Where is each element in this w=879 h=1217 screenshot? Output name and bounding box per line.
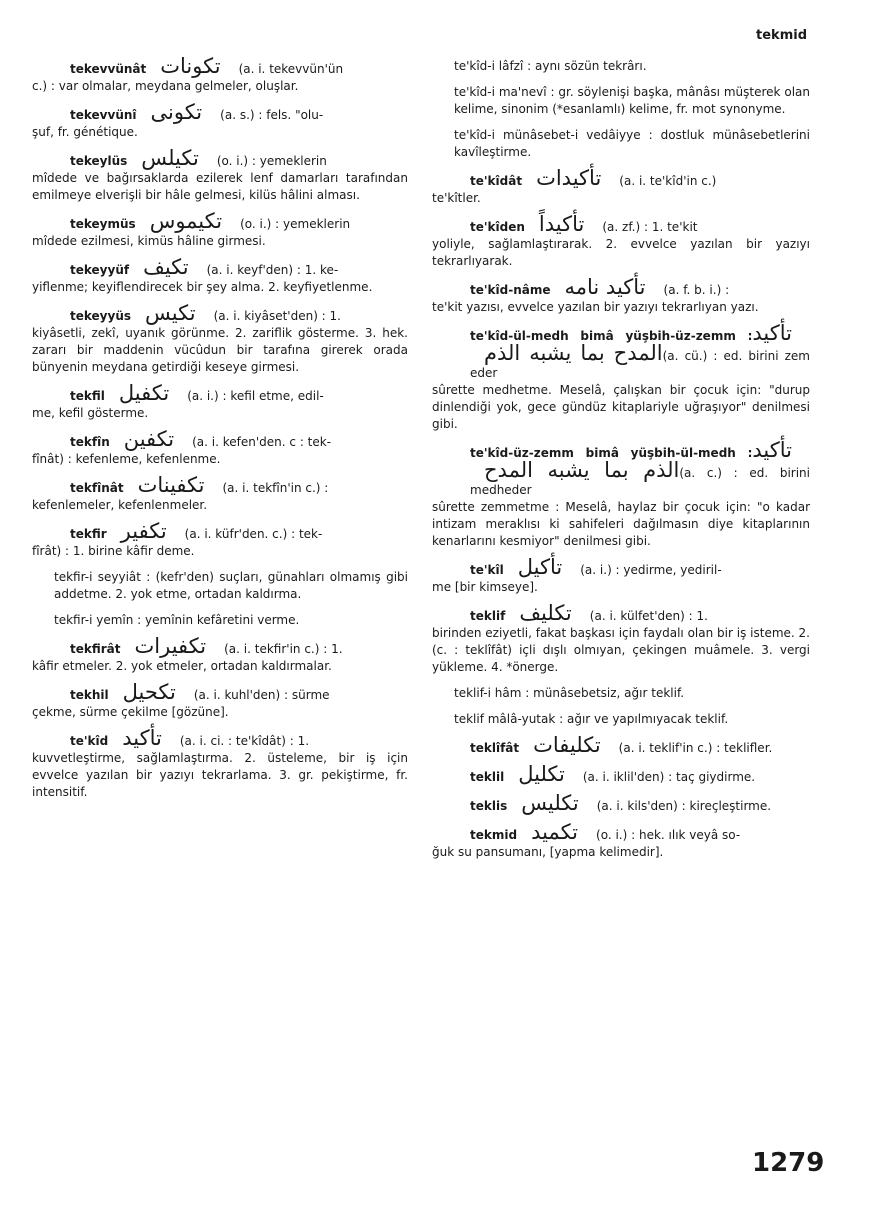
headword: tekevvünî xyxy=(70,108,137,122)
definition-start: (a. i. tekfîn'in c.) : xyxy=(222,481,329,495)
arabic-script: تكفيرات xyxy=(134,634,207,658)
left-column xyxy=(32,54,408,810)
dictionary-entry xyxy=(32,519,408,560)
headword: te'kîl xyxy=(470,563,504,577)
headword: tekfir xyxy=(70,527,107,541)
definition-continued: fîrât) : 1. birine kâfir deme. xyxy=(32,544,195,558)
headword: te'kîdât xyxy=(470,174,523,188)
arabic-script: تكليل xyxy=(518,762,565,786)
definition-start: (a. i.) : yedirme, yediril- xyxy=(580,563,722,577)
dictionary-entry xyxy=(32,726,408,801)
arabic-script: تكليفات xyxy=(533,733,601,757)
headword: tekfirât xyxy=(70,642,121,656)
sub-entry-text: te'kîd-i lâfzî : aynı sözün tekrârı. xyxy=(454,59,647,73)
definition-continued: şuf, fr. génétique. xyxy=(32,125,138,139)
definition-continued: kefenlemeler, kefenlenmeler. xyxy=(32,498,208,512)
sub-entry-text: tekfir-i yemîn : yemînin kefâretini verme. xyxy=(54,613,300,627)
arabic-script: تكيس xyxy=(145,301,196,325)
definition-continued: te'kit yazısı, evvelce yazılan bir yazıyı tekrarlıyan yazı. xyxy=(432,300,759,314)
arabic-script: تأكيد نامه xyxy=(564,275,646,299)
definition-start: (a. i. teklif'in c.) : teklifler. xyxy=(618,741,773,755)
dictionary-entry xyxy=(32,473,408,514)
headword: tekfil xyxy=(70,389,105,403)
arabic-script: تأكيدات xyxy=(536,166,602,190)
dictionary-entry xyxy=(32,301,408,376)
guide-word: tekmid xyxy=(756,28,807,43)
headword: teklis xyxy=(470,799,508,813)
dictionary-entry xyxy=(432,601,810,676)
headword: te'kîden xyxy=(470,220,525,234)
definition-start: (o. i.) : yemeklerin xyxy=(240,217,351,231)
definition-start: (a. i. ci. : te'kîdât) : 1. xyxy=(179,734,310,748)
dictionary-entry xyxy=(432,555,810,596)
arabic-script: تأكيد xyxy=(122,726,162,750)
arabic-script: تكليف xyxy=(519,601,572,625)
headword: te'kîd-üz-zemm bimâ yüşbih-ül-medh : xyxy=(470,446,753,460)
dictionary-entry xyxy=(32,680,408,721)
headword: te'kîd-nâme xyxy=(470,283,551,297)
dictionary-entry xyxy=(432,84,810,118)
arabic-script: تكحيل xyxy=(122,680,176,704)
headword: tekmid xyxy=(470,828,518,842)
definition-continued: yoliyle, sağlamlaştırarak. 2. evvelce yazılan bir yazıyı tekrarlıyarak. xyxy=(432,237,810,268)
definition-start: (a. i. te'kîd'in c.) xyxy=(619,174,717,188)
definition-start: (a. i. iklil'den) : taç giydirme. xyxy=(582,770,756,784)
headword: tekeyyüf xyxy=(70,263,130,277)
dictionary-entry xyxy=(432,733,810,757)
arabic-script: تكليس xyxy=(521,791,579,815)
definition-start: (a. i. küfr'den. c.) : tek- xyxy=(184,527,323,541)
dictionary-entry xyxy=(432,711,810,728)
right-column xyxy=(432,58,810,870)
sub-entry-text: tekfir-i seyyiât : (kefr'den) suçları, günahları olmamış gibi addetme. 2. yok etme, ortadan kaldırma. xyxy=(54,570,408,601)
definition-continued: me, kefil gösterme. xyxy=(32,406,149,420)
arabic-script: تكيموس xyxy=(149,209,223,233)
definition-start: (a. i. kiyâset'den) : 1. xyxy=(213,309,341,323)
definition-start: (a. s.) : fels. "olu- xyxy=(220,108,324,122)
definition-start: (a. f. b. i.) : xyxy=(663,283,730,297)
definition-continued: çekme, sürme çekilme [gözüne]. xyxy=(32,705,229,719)
dictionary-entry xyxy=(432,438,810,550)
arabic-script: تأكيل xyxy=(517,555,563,579)
dictionary-entry xyxy=(32,100,408,141)
sub-entry-text: teklif-i hâm : münâsebetsiz, ağır teklif. xyxy=(454,686,685,700)
arabic-script: تكفينات xyxy=(137,473,205,497)
arabic-script: تكونات xyxy=(160,54,221,78)
headword: tekfînât xyxy=(70,481,124,495)
definition-continued: sûrette medhetme. Meselâ, çalışkan bir çocuk için: "durup dinlendiği yok, gece gündüz kitaplariyle uğraşıyor" denilmesi gibi. xyxy=(432,383,810,431)
definition-start: (a. i. kils'den) : kireçleştirme. xyxy=(596,799,772,813)
arabic-script: تكيف xyxy=(143,255,189,279)
dictionary-entry xyxy=(432,685,810,702)
definition-start: (a. cü.) : ed. birini zem eder xyxy=(470,349,810,380)
headword: teklîfât xyxy=(470,741,520,755)
arabic-script: تكونى xyxy=(150,100,203,124)
dictionary-entry xyxy=(32,54,408,95)
dictionary-entry xyxy=(432,166,810,207)
page-number: 1279 xyxy=(752,1148,825,1178)
definition-continued: kiyâsetli, zekî, uyanık görünme. 2. zariflik gösterme. 3. hek. zararı bir maddenin vücûdun bir tarafına girerek orada bünyenin meydana getirdiği keseye girmesi. xyxy=(32,326,408,374)
definition-continued: mîdede ve bağırsaklarda ezilerek lenf damarları tarafından emilmeye elverişli bir hâle gelmesi, kilüs hâlini alması. xyxy=(32,171,408,202)
headword: tekeyyüs xyxy=(70,309,132,323)
definition-start: (a. i. tekevvün'ün xyxy=(238,62,344,76)
definition-start: (o. i.) : yemeklerin xyxy=(216,154,327,168)
headword: teklil xyxy=(470,770,505,784)
dictionary-entry xyxy=(432,275,810,316)
sub-entry-text: te'kîd-i münâsebet-i vedâiyye : dostluk münâsebetlerini kavîleştirme. xyxy=(454,128,810,159)
headword: tekhil xyxy=(70,688,109,702)
headword: tekevvünât xyxy=(70,62,147,76)
arabic-script: تكيلس xyxy=(141,146,199,170)
definition-continued: mîdede ezilmesi, kimüs hâline girmesi. xyxy=(32,234,266,248)
dictionary-entry xyxy=(432,212,810,270)
definition-start: (a. i. tekfir'in c.) : 1. xyxy=(224,642,343,656)
arabic-script: تأكيد المدح بما يشبه الذم xyxy=(484,321,792,365)
dictionary-entry xyxy=(432,127,810,161)
definition-start: (a. i. kefen'den. c : tek- xyxy=(192,435,332,449)
definition-start: (a. i.) : kefil etme, edil- xyxy=(187,389,324,403)
dictionary-entry xyxy=(432,820,810,861)
headword: tekeylüs xyxy=(70,154,128,168)
headword: te'kîd xyxy=(70,734,109,748)
arabic-script: تأكيداً xyxy=(538,212,585,236)
definition-continued: sûrette zemmetme : Meselâ, haylaz bir çocuk için: "o kadar intizam meraklısı ki sahifeleri dağılmasın diye kitaplarının kenarlarını kesmiyor" denilmesi gibi. xyxy=(432,500,810,548)
dictionary-entry xyxy=(32,612,408,629)
dictionary-entry xyxy=(32,427,408,468)
definition-start: (a. i. külfet'den) : 1. xyxy=(589,609,708,623)
dictionary-entry xyxy=(432,762,810,786)
dictionary-entry xyxy=(32,634,408,675)
definition-continued: yiflenme; keyiflendirecek bir şey alma. 2. keyfiyetlenme. xyxy=(32,280,373,294)
definition-continued: kâfir etmeler. 2. yok etmeler, ortadan kaldırmalar. xyxy=(32,659,332,673)
sub-entry-text: te'kîd-i ma'nevî : gr. söylenişi başka, mânâsı müşterek olan kelime, sinonim (*esanlamlı) kelime, fr. mot synonyme. xyxy=(454,85,810,116)
definition-start: (a. c.) : ed. birini medheder xyxy=(470,466,810,497)
definition-continued: c.) : var olmalar, meydana gelmeler, oluşlar. xyxy=(32,79,299,93)
dictionary-entry xyxy=(32,209,408,250)
headword: te'kîd-ül-medh bimâ yüşbih-üz-zemm : xyxy=(470,329,753,343)
dictionary-entry xyxy=(432,321,810,433)
arabic-script: تكفين xyxy=(123,427,175,451)
dictionary-entry xyxy=(32,146,408,204)
headword: teklif xyxy=(470,609,506,623)
definition-continued: birinden eziyetli, fakat başkası için faydalı olan bir iş isteme. 2. (c. : teklîfât) içli dışlı olmıyan, çekingen muâmele. 3. vergi yükleme. 4. *önerge. xyxy=(432,626,810,674)
dictionary-entry xyxy=(32,255,408,296)
definition-start: (a. i. keyf'den) : 1. ke- xyxy=(206,263,339,277)
arabic-script: تأكيد الذم بما يشبه المدح xyxy=(484,438,792,482)
definition-start: (a. zf.) : 1. te'kit xyxy=(602,220,698,234)
definition-continued: kuvvetleştirme, sağlamlaştırma. 2. üsteleme, bir iş için evvelce yazılan bir yazıyı tekrarlama. 3. gr. pekiştirme, fr. intensitif. xyxy=(32,751,408,799)
headword: tekfîn xyxy=(70,435,110,449)
dictionary-entry xyxy=(32,569,408,603)
arabic-script: تكفير xyxy=(120,519,167,543)
definition-continued: ğuk su pansumanı, [yapma kelimedir]. xyxy=(432,845,664,859)
dictionary-entry xyxy=(432,791,810,815)
dictionary-entry xyxy=(432,58,810,75)
dictionary-entry xyxy=(32,381,408,422)
sub-entry-text: teklif mâlâ-yutak : ağır ve yapılmıyacak teklif. xyxy=(454,712,729,726)
definition-continued: fînât) : kefenleme, kefenlenme. xyxy=(32,452,221,466)
definition-start: (a. i. kuhl'den) : sürme xyxy=(193,688,330,702)
arabic-script: تكفيل xyxy=(118,381,170,405)
headword: tekeymüs xyxy=(70,217,136,231)
definition-continued: me [bir kimseye]. xyxy=(432,580,538,594)
definition-start: (o. i.) : hek. ılık veyâ so- xyxy=(596,828,741,842)
arabic-script: تكميد xyxy=(531,820,579,844)
definition-continued: te'kîtler. xyxy=(432,191,481,205)
